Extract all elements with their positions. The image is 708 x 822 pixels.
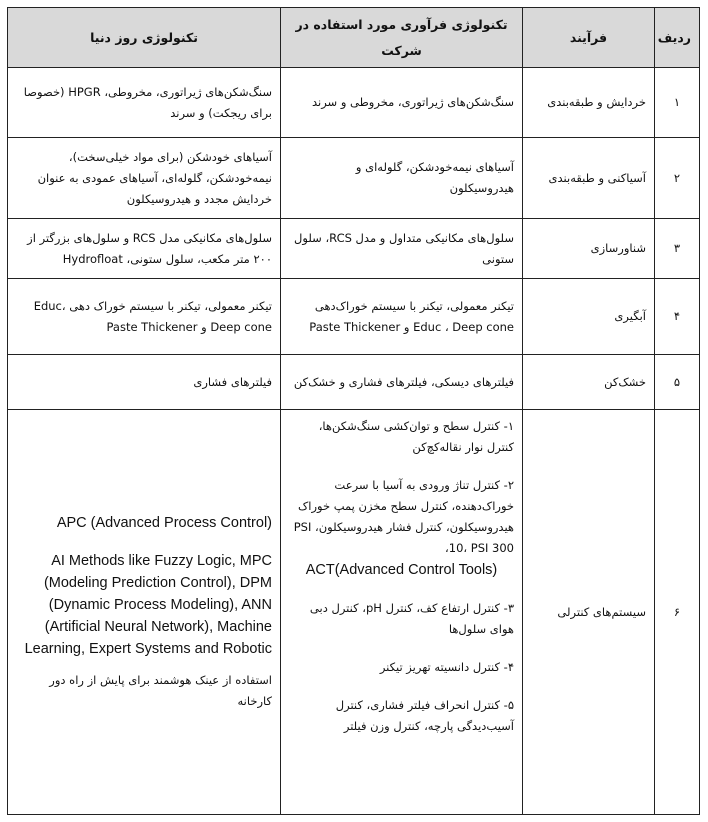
- process-name: سیستم‌های کنترلی: [523, 410, 655, 815]
- table-row: [8, 355, 700, 410]
- apc-label: APC (Advanced Process Control): [56, 515, 272, 531]
- spacer: [16, 534, 272, 550]
- row-number: ۴: [655, 279, 700, 355]
- process-name: خشک‌کن: [523, 355, 655, 410]
- row-number: ۶: [655, 410, 700, 815]
- table-row: [8, 138, 700, 219]
- row-number: ۲: [655, 138, 700, 219]
- world-technology: آسیاهای خودشکن (برای مواد خیلی‌سخت)، نیمه‌خودشکن، گلوله‌ای، آسیاهای عمودی به عنوان خردایش مجدد و هیدروسیکلون: [8, 138, 281, 219]
- company-technology: فیلترهای دیسکی، فیلترهای فشاری و خشک‌کن: [281, 355, 523, 410]
- header-world-technology: تکنولوژی روز دنیا: [8, 8, 281, 68]
- ai-methods-label: AI Methods like Fuzzy Logic, MPC (Modeling Prediction Control), DPM (Dynamic Process Modeling), ANN (Artificial Neural Network), Machine Learning, Expert Systems and Robotic: [24, 553, 272, 657]
- world-technology: سنگ‌شکن‌های ژیراتوری، مخروطی، HPGR (خصوصا برای ریجکت) و سرند: [8, 68, 281, 138]
- company-technology: تیکنر معمولی، تیکنر با سیستم خوراک‌دهی Educ ، Deep cone و Paste Thickener: [281, 279, 523, 355]
- table-row: [8, 410, 700, 815]
- technology-comparison-table-container: [7, 7, 699, 815]
- row-number: ۵: [655, 355, 700, 410]
- row-number: ۱: [655, 68, 700, 138]
- control-item: ۱- کنترل سطح و توان‌کشی سنگ‌شکن‌ها، کنترل نوار نقاله‌کچ‌کن: [318, 419, 514, 454]
- header-process: فرآیند: [523, 8, 655, 68]
- company-technology: سنگ‌شکن‌های ژیراتوری، مخروطی و سرند: [281, 68, 523, 138]
- table-row: [8, 279, 700, 355]
- table-row: [8, 219, 700, 279]
- world-technology: [8, 410, 281, 815]
- header-row: [8, 8, 700, 68]
- process-name: آبگیری: [523, 279, 655, 355]
- technology-comparison-table: [7, 7, 700, 815]
- smart-glasses-text: استفاده از عینک هوشمند برای پایش از راه دور کارخانه: [49, 673, 272, 708]
- company-technology: سلول‌های مکانیکی متداول و مدل RCS، سلول ستونی: [281, 219, 523, 279]
- table-row: [8, 68, 700, 138]
- world-technology: تیکنر معمولی، تیکنر با سیستم خوراک دهی Educ، Deep cone و Paste Thickener: [8, 279, 281, 355]
- control-item: ۴- کنترل دانسیته تهریز تیکنر: [379, 660, 514, 674]
- control-item-group: [289, 475, 514, 581]
- company-technology: آسیاهای نیمه‌خودشکن، گلوله‌ای و هیدروسیکلون: [281, 138, 523, 219]
- act-label: ACT(Advanced Control Tools): [305, 562, 498, 578]
- process-name: آسیاکنی و طبقه‌بندی: [523, 138, 655, 219]
- process-name: شناورسازی: [523, 219, 655, 279]
- process-name: خردایش و طبقه‌بندی: [523, 68, 655, 138]
- control-item: ۲- کنترل تناژ ورودی به آسیا با سرعت خوراک‌دهنده، کنترل سطح مخزن پمپ خوراک هیدروسیکلون، کنترل فشار هیدروسیکلون، PSI 10، PSI 300،: [293, 478, 514, 555]
- world-technology: سلول‌های مکانیکی مدل RCS و سلول‌های بزرگتر از ۲۰۰ متر مکعب، سلول ستونی، Hydrofloat: [8, 219, 281, 279]
- spacer: [16, 660, 272, 670]
- control-item: ۳- کنترل ارتفاع کف، کنترل pH، کنترل دبی هوای سلول‌ها: [309, 601, 514, 636]
- company-technology: [281, 410, 523, 815]
- header-company-technology: تکنولوژی فرآوری مورد استفاده در شرکت: [281, 8, 523, 68]
- row-number: ۳: [655, 219, 700, 279]
- control-item: ۵- کنترل انحراف فیلتر فشاری، کنترل آسیب‌دیدگی پارچه، کنترل وزن فیلتر: [335, 698, 514, 733]
- world-technology: فیلترهای فشاری: [8, 355, 281, 410]
- header-row-number: ردیف: [655, 8, 700, 68]
